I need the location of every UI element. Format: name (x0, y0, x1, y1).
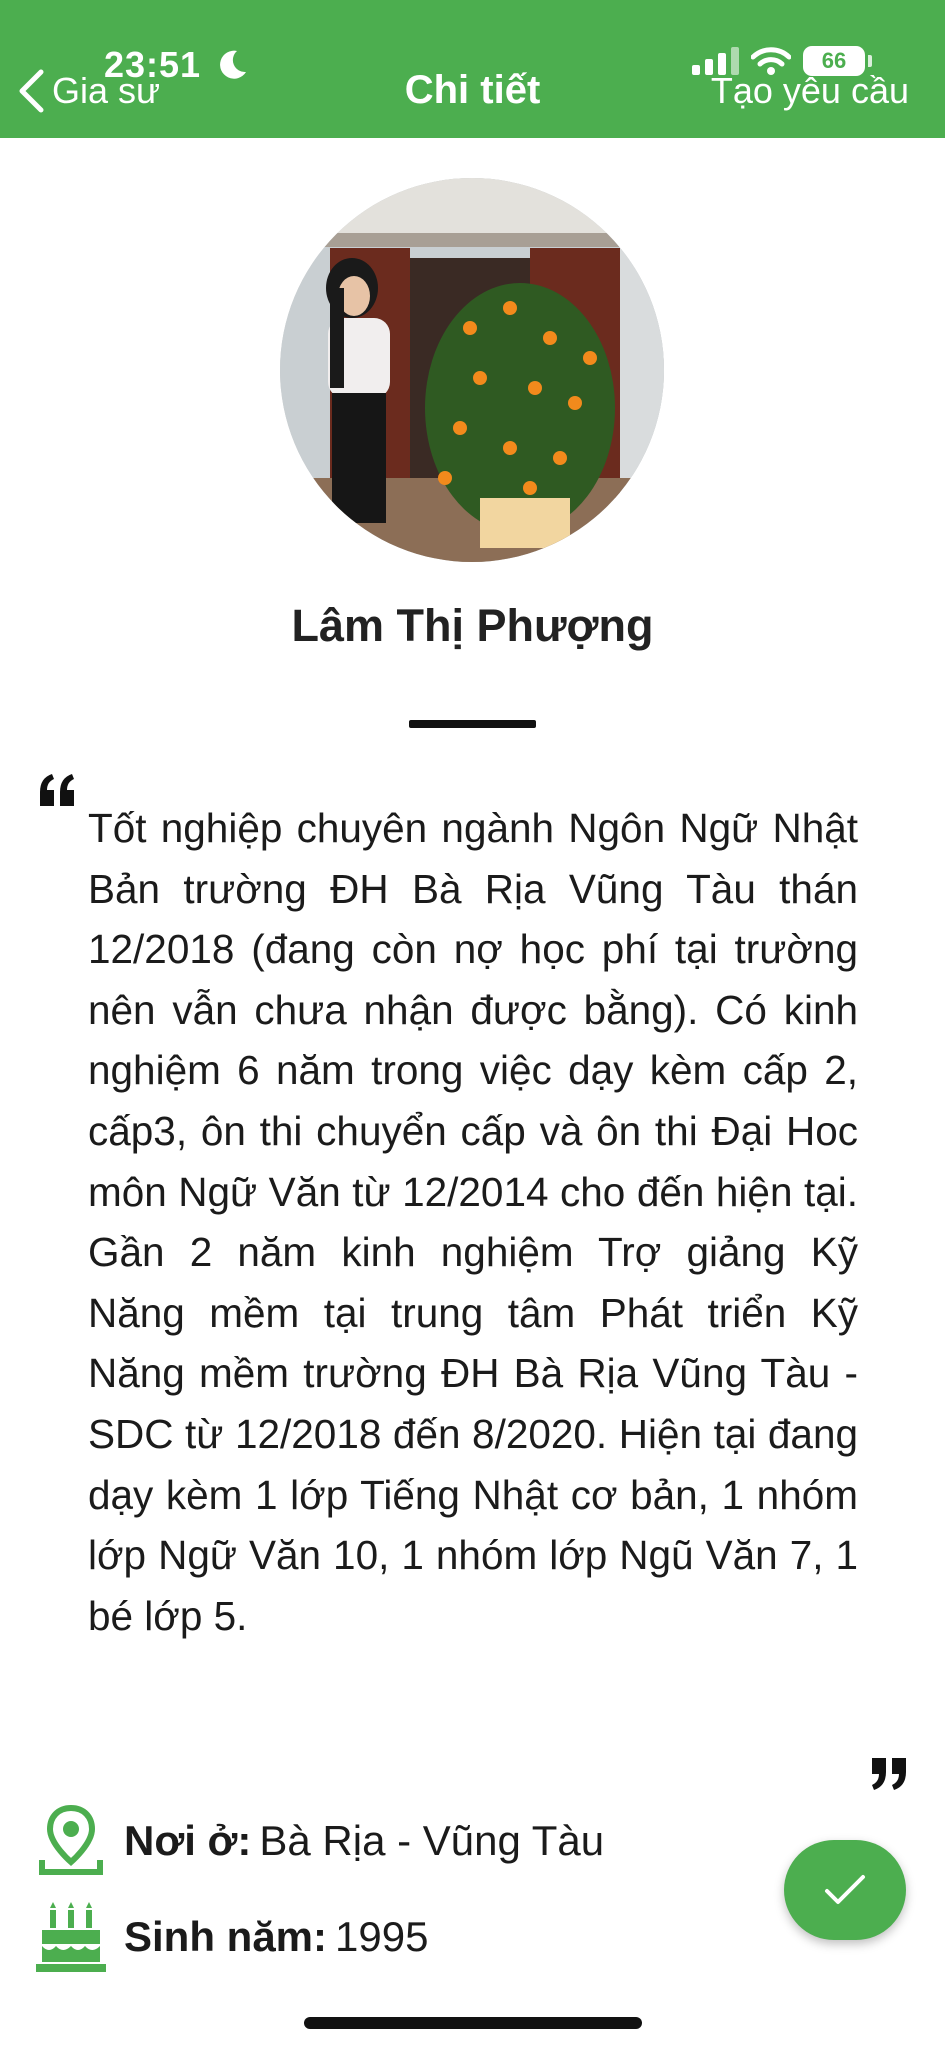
confirm-button[interactable] (784, 1840, 906, 1940)
quote-open-icon (36, 770, 80, 810)
residence-value: Bà Rịa - Vũng Tàu (259, 1817, 605, 1864)
status-time: 23:51 (104, 44, 202, 85)
chevron-left-icon (16, 68, 46, 114)
battery-icon: 66 (803, 46, 865, 76)
quote-close-icon (866, 1754, 910, 1794)
avatar-photo (280, 178, 664, 562)
navigation-bar (0, 0, 945, 138)
checkmark-icon (823, 1873, 867, 1907)
avatar (280, 178, 664, 562)
home-indicator[interactable] (304, 2017, 642, 2029)
divider (409, 720, 536, 728)
page-title: Chi tiết (404, 68, 541, 112)
tutor-bio: Tốt nghiệp chuyên ngành Ngôn Ngữ Nhật Bản trường ĐH Bà Rịa Vũng Tàu thán 12/2018 (đang còn nợ học phí tại trường nên vẫn chưa nhận được bằng). Có kinh nghiệm 6 năm trong việc dạy kèm cấp 2, cấp3, ôn thi chuyển cấp và ôn thi Đại Hoc môn Ngữ Văn từ 12/2014 cho đến hiện tại. Gần 2 năm kinh nghiệm Trợ giảng Kỹ Năng mềm tại trung tâm Phát triển Kỹ Năng mềm trường ĐH Bà Rịa Vũng Tàu -SDC từ 12/2018 đến 8/2020. Hiện tại đang dạy kèm 1 lớp Tiếng Nhật cơ bản, 1 nhóm lớp Ngữ Văn 10, 1 nhóm lớp Ngũ Văn 7, 1 bé lớp 5. (88, 805, 858, 1639)
back-label: Gia sư (52, 70, 161, 111)
tutor-name: Lâm Thị Phượng (291, 600, 654, 651)
moon-icon (215, 48, 249, 82)
residence-label: Nơi ở: (124, 1817, 252, 1864)
birth-year-row (36, 1900, 428, 1974)
create-request-button[interactable]: Tạo yêu cầu (710, 70, 909, 111)
map-pin-icon (36, 1804, 106, 1878)
cake-icon (36, 1900, 106, 1974)
residence-row (36, 1804, 604, 1878)
birth-year-label: Sinh năm: (124, 1913, 328, 1960)
back-button[interactable] (16, 66, 160, 116)
birth-year-value: 1995 (335, 1913, 429, 1960)
